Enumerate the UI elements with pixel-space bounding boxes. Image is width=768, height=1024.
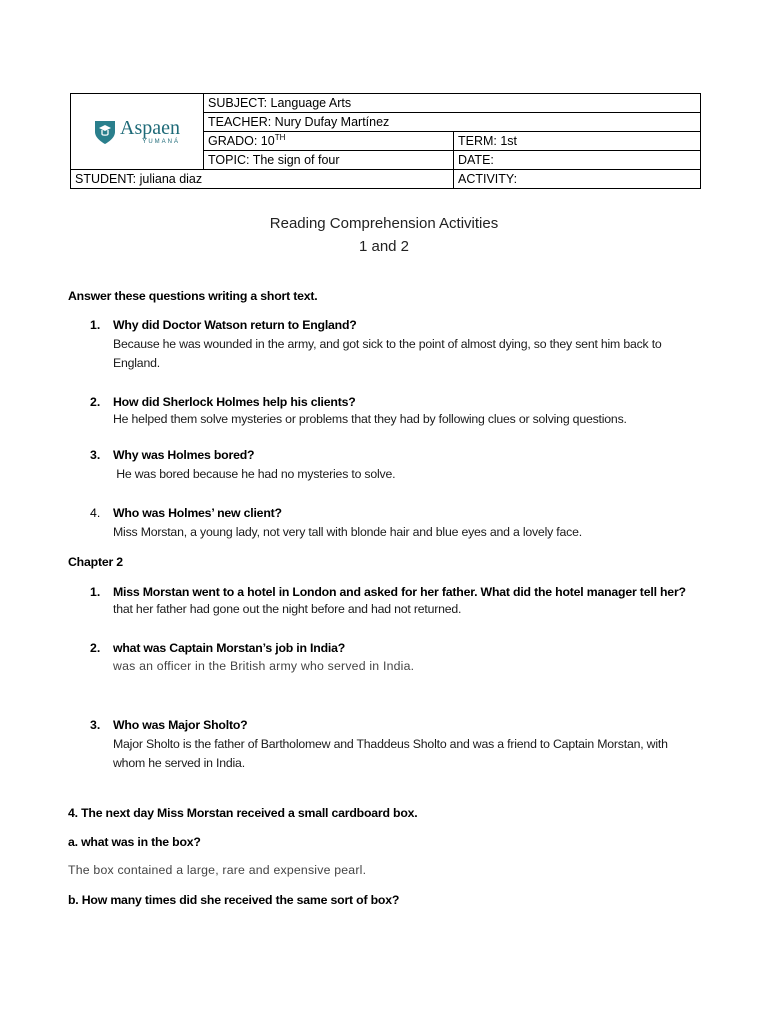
question-text: Why did Doctor Watson return to England?	[113, 318, 357, 332]
header-table	[70, 93, 701, 189]
date-cell: DATE:	[454, 151, 701, 170]
page-title: Reading Comprehension Activities	[269, 215, 499, 232]
question-number: 2.	[90, 395, 101, 409]
answer-text: whom he served in India.	[113, 756, 245, 770]
answer-text: was an officer in the British army who served in India.	[113, 659, 415, 673]
question-4b: b. How many times did she received the same sort of box?	[68, 893, 400, 907]
chapter-heading: Chapter 2	[68, 555, 123, 569]
question-text: Miss Morstan went to a hotel in London and asked for her father. What did the hotel manager tell her?	[113, 585, 686, 599]
question-text: Who was Major Sholto?	[113, 718, 248, 732]
answer-text: He was bored because he had no mysteries to solve.	[113, 467, 396, 481]
student-cell: STUDENT: juliana diaz	[71, 170, 454, 189]
question-number: 1.	[90, 585, 101, 599]
answer-text: that her father had gone out the night before and had not returned.	[113, 602, 462, 616]
subject-cell: SUBJECT: Language Arts	[204, 94, 701, 113]
answer-text: Major Sholto is the father of Bartholomew and Thaddeus Sholto and was a friend to Captain Morstan, with	[113, 737, 668, 751]
question-number: 1.	[90, 318, 101, 332]
instruction: Answer these questions writing a short text.	[68, 289, 318, 303]
question-number: 3.	[90, 448, 101, 462]
topic-cell: TOPIC: The sign of four	[204, 151, 454, 170]
activity-cell: ACTIVITY:	[454, 170, 701, 189]
answer-text: England.	[113, 356, 160, 370]
grado-cell	[204, 132, 454, 151]
question-text: How did Sherlock Holmes help his clients?	[113, 395, 356, 409]
question-number: 3.	[90, 718, 101, 732]
school-logo	[71, 95, 203, 169]
grado-sup: TH	[274, 132, 286, 142]
answer-text: Because he was wounded in the army, and got sick to the point of almost dying, so they sent him back to	[113, 337, 662, 351]
question-number: 4.	[90, 506, 101, 520]
term-cell: TERM: 1st	[454, 132, 701, 151]
answer-text: He helped them solve mysteries or problems that they had by following clues or solving questions.	[113, 412, 627, 426]
question-text: Who was Holmes’ new client?	[113, 506, 282, 520]
answer-text: Miss Morstan, a young lady, not very tall with blonde hair and blue eyes and a lovely face.	[113, 525, 582, 539]
logo-name: Aspaen	[120, 117, 180, 139]
answer-4a: The box contained a large, rare and expensive pearl.	[68, 863, 367, 877]
logo-cell	[71, 94, 204, 170]
question-text: Why was Holmes bored?	[113, 448, 255, 462]
question-4a: a. what was in the box?	[68, 835, 201, 849]
question-4-heading: 4. The next day Miss Morstan received a small cardboard box.	[68, 806, 418, 820]
shield-icon	[94, 119, 116, 145]
teacher-cell: TEACHER: Nury Dufay Martínez	[204, 113, 701, 132]
question-number: 2.	[90, 641, 101, 655]
page-subtitle: 1 and 2	[358, 238, 410, 255]
question-text: what was Captain Morstan’s job in India?	[113, 641, 346, 655]
logo-subtitle: YUMANÁ	[142, 139, 180, 145]
grado-text: GRADO: 10	[208, 134, 275, 148]
